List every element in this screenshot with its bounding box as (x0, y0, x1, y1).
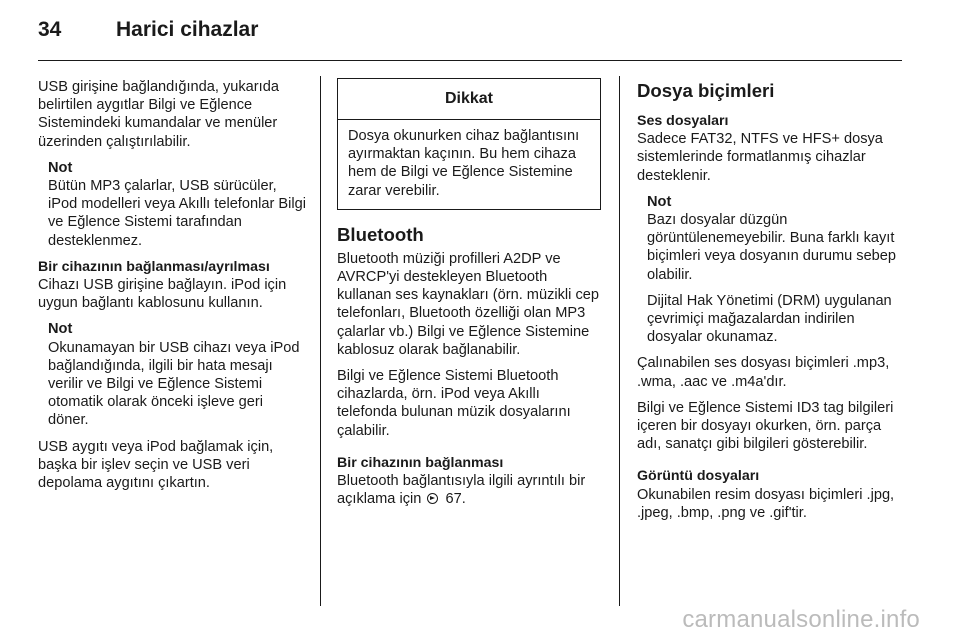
connect-paragraph: Cihazı USB girişine bağlayın. iPod için uygun bağlantı kablosunu kullanın. (38, 277, 287, 312)
column-right (637, 78, 899, 530)
column-left (38, 78, 306, 500)
page-title: Harici cihazlar (116, 18, 259, 41)
warning-text: Dosya okunurken cihaz bağlantısını ayırmaktan kaçının. Bu hem cihaza hem de Bilgi ve Eğlence Sistemine zarar verebilir. (348, 128, 580, 199)
bluetooth-paragraph: Bilgi ve Eğlence Sistemi Bluetooth cihazlarda, örn. iPod veya Akıllı telefonda bulunan müzik dosyalarını çalabilir. (337, 368, 571, 439)
subheading-connect-disconnect: Bir cihazının bağlanması/ayrılması (38, 258, 270, 275)
note-text: Okunamayan bir USB cihazı veya iPod bağlandığında, ilgili bir hata mesajı verilir ve Bilgi ve Eğlence Sistemi otomatik olarak önceki işleve geri döner. (48, 339, 300, 429)
audio-formats-paragraph: Çalınabilen ses dosyası biçimleri .mp3, .wma, .aac ve .m4a'dır. (637, 355, 890, 390)
audio-paragraph: Sadece FAT32, NTFS ve HFS+ dosya sistemlerinde formatlanmış cihazlar desteklenir. (637, 131, 883, 184)
page-header (38, 18, 258, 52)
note-block (48, 159, 306, 250)
header-divider (38, 60, 902, 61)
note-text: Bütün MP3 çalarlar, USB sürücüler, iPod modelleri veya Akıllı telefonlar Bilgi ve Eğlence Sistemi tarafından desteklenmez. (48, 178, 306, 249)
warning-box (337, 78, 601, 210)
note-title: Not (647, 193, 672, 210)
intro-paragraph: USB girişine bağlandığında, yukarıda belirtilen aygıtlar Bilgi ve Eğlence Sistemindeki kumandalar ve menüler üzerinden çalıştırılabilir. (38, 79, 279, 150)
note-title: Not (48, 321, 73, 338)
subheading-audio-files: Ses dosyaları (637, 113, 729, 129)
section-title-bluetooth: Bluetooth (337, 223, 424, 245)
disconnect-paragraph: USB aygıtı veya iPod bağlamak için, başka bir işlev seçin ve USB veri depolama aygıtını çıkartın. (38, 438, 274, 492)
column-divider-2 (619, 76, 620, 606)
page-number: 34 (38, 18, 62, 41)
bluetooth-paragraph: Bluetooth müziği profilleri A2DP ve AVRCP'yi destekleyen Bluetooth kullanan ses kaynakları (örn. müzikli cep telefonları, Bluetooth özelliği olan MP3 çalarlar vb.) Bilgi ve Eğlence Sistemine kablosuz olarak bağlanabilir. (337, 250, 599, 358)
note-block (647, 193, 899, 347)
id3-paragraph: Bilgi ve Eğlence Sistemi ID3 tag bilgileri içeren bir dosyayı okurken, örn. parça adı, sanatçı gibi bilgileri gösterebilir. (637, 399, 894, 453)
note-text: Dijital Hak Yönetimi (DRM) uygulanan çevrimiçi mağazalardan indirilen dosyalar okunamaz. (647, 292, 892, 346)
note-text: Bazı dosyalar düzgün görüntülenemeyebilir. Buna farklı kayıt biçimleri veya dosyanın durumu sebep olabilir. (647, 212, 897, 283)
page-reference-icon (427, 493, 438, 504)
warning-title: Dikkat (338, 79, 600, 120)
bluetooth-connect-paragraph (337, 472, 601, 508)
column-middle (337, 78, 601, 516)
subheading-image-files: Görüntü dosyaları (637, 468, 760, 485)
section-title-file-formats: Dosya biçimleri (637, 80, 775, 101)
column-divider-1 (320, 76, 321, 606)
watermark: carmanualsonline.info (682, 606, 920, 633)
page-reference-link[interactable]: 67. (445, 491, 466, 508)
note-block (48, 320, 306, 429)
subheading-device-connect: Bir cihazının bağlanması (337, 454, 504, 471)
bluetooth-connect-text: Bluetooth bağlantısıyla ilgili ayrıntılı bir açıklama için (337, 473, 586, 508)
note-title: Not (48, 159, 73, 176)
image-formats-paragraph: Okunabilen resim dosyası biçimleri .jpg, .jpeg, .bmp, .png ve .gif'tir. (637, 486, 895, 521)
